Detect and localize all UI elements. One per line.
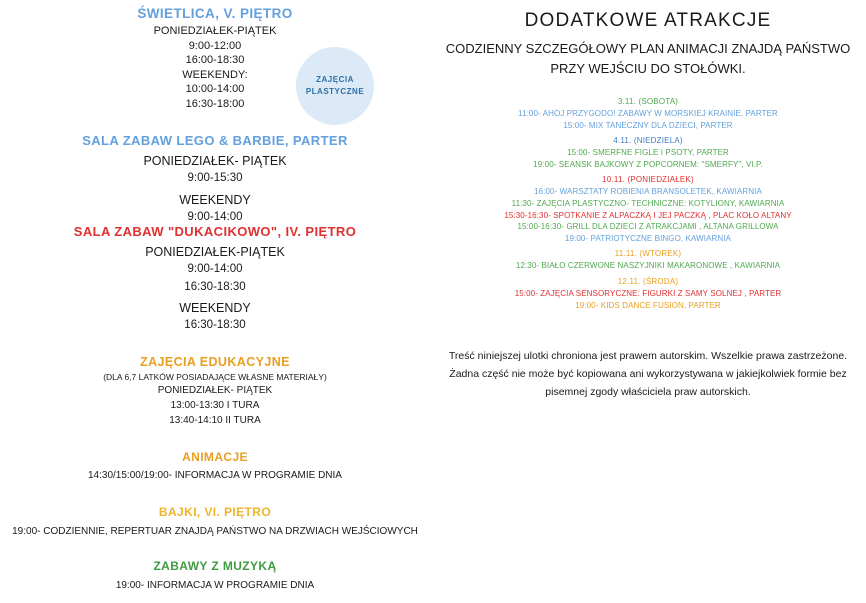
dukacikowo-title: SALA ZABAW "DUKACIKOWO", IV. PIĘTRO [73, 224, 357, 239]
animacje-line: 14:30/15:00/19:00- INFORMACJA W PROGRAMIE DNIA [88, 470, 342, 481]
schedule-day-header: 3.11. (SOBOTA) [617, 97, 679, 106]
right-column [430, 0, 866, 603]
animacje-title: ANIMACJE [182, 450, 248, 464]
edukacyjne-line-2: 13:40-14:10 II TURA [169, 415, 261, 427]
swietlica-title: ŚWIETLICA, V. PIĘTRO [137, 6, 293, 21]
schedule-event: 16:00- WARSZTATY ROBIENIA BRANSOLETEK, KAWIARNIA [534, 187, 762, 197]
copyright-line-0: Treść niniejszej ulotki chroniona jest prawem autorskim. Wszelkie prawa zastrzeżone. [448, 350, 848, 362]
schedule-event: 15:00-16:30- GRILL DLA DZIECI Z ATRAKCJAMI , ALTANA GRILLOWA [517, 222, 779, 232]
schedule-list [446, 92, 850, 311]
page-title: DODATKOWE ATRAKCJE [524, 10, 772, 31]
schedule-day-header: 4.11. (NIEDZIELA) [613, 136, 683, 146]
section-zajecia-edukacyjne [45, 355, 385, 428]
copyright-line-1: Żadna część nie może być kopiowana ani wykorzystywana w jakiejkolwiek formie bez [449, 367, 847, 380]
dukacikowo-hours-2: 16:30-18:30 [184, 281, 246, 294]
swietlica-line-0: PONIEDZIAŁEK-PIĄTEK [153, 25, 277, 37]
schedule-day-header: 12.11. (ŚRODA) [617, 276, 679, 286]
edukacyjne-note: (DLA 6,7 LATKÓW POSIADAJĄCE WŁASNE MATERIAŁY) [103, 372, 327, 382]
section-lego-barbie [45, 133, 385, 225]
stamp-line-1: ZAJĘCIA [316, 75, 354, 84]
schedule-event: 19:00- PATRIOTYCZNE BINGO, KAWIARNIA [564, 233, 732, 243]
dukacikowo-hours-1: 9:00-14:00 [187, 263, 243, 275]
edukacyjne-line-1: 13:00-13:30 I TURA [170, 400, 260, 412]
edukacyjne-title: ZAJĘCIA EDUKACYJNE [140, 355, 290, 369]
lego-subtitle-weekend: WEEKENDY [179, 193, 251, 208]
schedule-event: 15:30-16:30- SPOTKANIE Z ALPACZKĄ I JEJ PACZKĄ , PLAC KOŁO ALTANY [504, 210, 792, 220]
copyright-line-2: pisemnej zgody właściciela praw autorskich. [545, 385, 751, 398]
schedule-event: 11:00- AHOJ PRZYGODO! ZABAWY W MORSKIEJ KRAINIE, PARTER [518, 109, 778, 118]
bajki-line: 19:00- CODZIENNIE, REPERTUAR ZNAJDĄ PAŃSTWO NA DRZWIACH WEJŚCIOWYCH [12, 526, 418, 537]
copyright-notice [430, 348, 866, 402]
schedule-day-header: 10.11. (PONIEDZIAŁEK) [602, 175, 694, 185]
page-subtitle-line-1: CODZIENNY SZCZEGÓŁOWY PLAN ANIMACJI ZNAJDĄ PAŃSTWO [445, 41, 851, 56]
section-animacje [45, 450, 385, 482]
schedule-event: 15:00- SMERFNE FIGLE I PSOTY, PARTER [567, 148, 729, 158]
schedule-event: 12:30- BIAŁO CZERWONE NASZYJNIKI MAKARONOWE , KAWIARNIA [515, 261, 781, 271]
schedule-event: 15:00- ZAJĘCIA SENSORYCZNE: FIGURKI Z SAMY SOLNEJ , PARTER [514, 288, 782, 298]
section-zabawy-z-muzyka [45, 559, 385, 592]
stamp-line-2: PLASTYCZNE [305, 87, 365, 96]
page-subtitle [436, 39, 860, 79]
dukacikowo-subtitle-weekend: WEEKENDY [179, 301, 251, 316]
stamp-circle [296, 47, 374, 125]
swietlica-line-2: 16:00-18:30 [185, 54, 245, 67]
section-dukacikowo [45, 224, 385, 334]
schedule-event: 15:00- MIX TANECZNY DLA DZIECI, PARTER [563, 120, 733, 130]
swietlica-line-3: WEEKENDY: [182, 68, 248, 81]
zabawy-line: 19:00- INFORMACJA W PROGRAMIE DNIA [115, 580, 315, 591]
bajki-title: BAJKI, VI. PIĘTRO [158, 505, 272, 519]
schedule-day-header: 11.11. (WTOREK) [614, 249, 682, 259]
zajecia-plastyczne-stamp [296, 47, 374, 125]
zabawy-title: ZABAWY Z MUZYKĄ [153, 559, 277, 573]
edukacyjne-line-0: PONIEDZIAŁEK- PIĄTEK [157, 385, 273, 396]
schedule-event: 19:00- KIDS DANCE FUSION, PARTER [575, 300, 721, 310]
dukacikowo-subtitle: PONIEDZIAŁEK-PIĄTEK [145, 245, 285, 259]
left-column [0, 0, 430, 603]
swietlica-line-5: 16:30-18:00 [185, 97, 245, 110]
lego-hours-weekday: 9:00-15:30 [187, 172, 243, 184]
swietlica-line-1: 9:00-12:00 [188, 39, 242, 52]
schedule-event: 11:30- ZAJĘCIA PLASTYCZNO- TECHNICZNE: KOTYLIONY, KAWIARNIA [511, 198, 785, 208]
swietlica-line-4: 10:00-14:00 [185, 83, 245, 96]
schedule-event: 19:00- SEANSK BAJKOWY Z POPCORNEM: "SMERFY", VI.P. [533, 159, 763, 169]
lego-title: SALA ZABAW LEGO & BARBIE, PARTER [82, 133, 348, 148]
lego-subtitle: PONIEDZIAŁEK- PIĄTEK [143, 154, 287, 168]
page-subtitle-line-2: PRZY WEJŚCIU DO STOŁÓWKI. [550, 61, 746, 77]
stamp-text [300, 74, 370, 98]
right-header [436, 10, 860, 79]
section-bajki [10, 505, 420, 538]
dukacikowo-hours-3: 16:30-18:30 [184, 319, 246, 332]
lego-hours-weekend: 9:00-14:00 [187, 211, 243, 224]
